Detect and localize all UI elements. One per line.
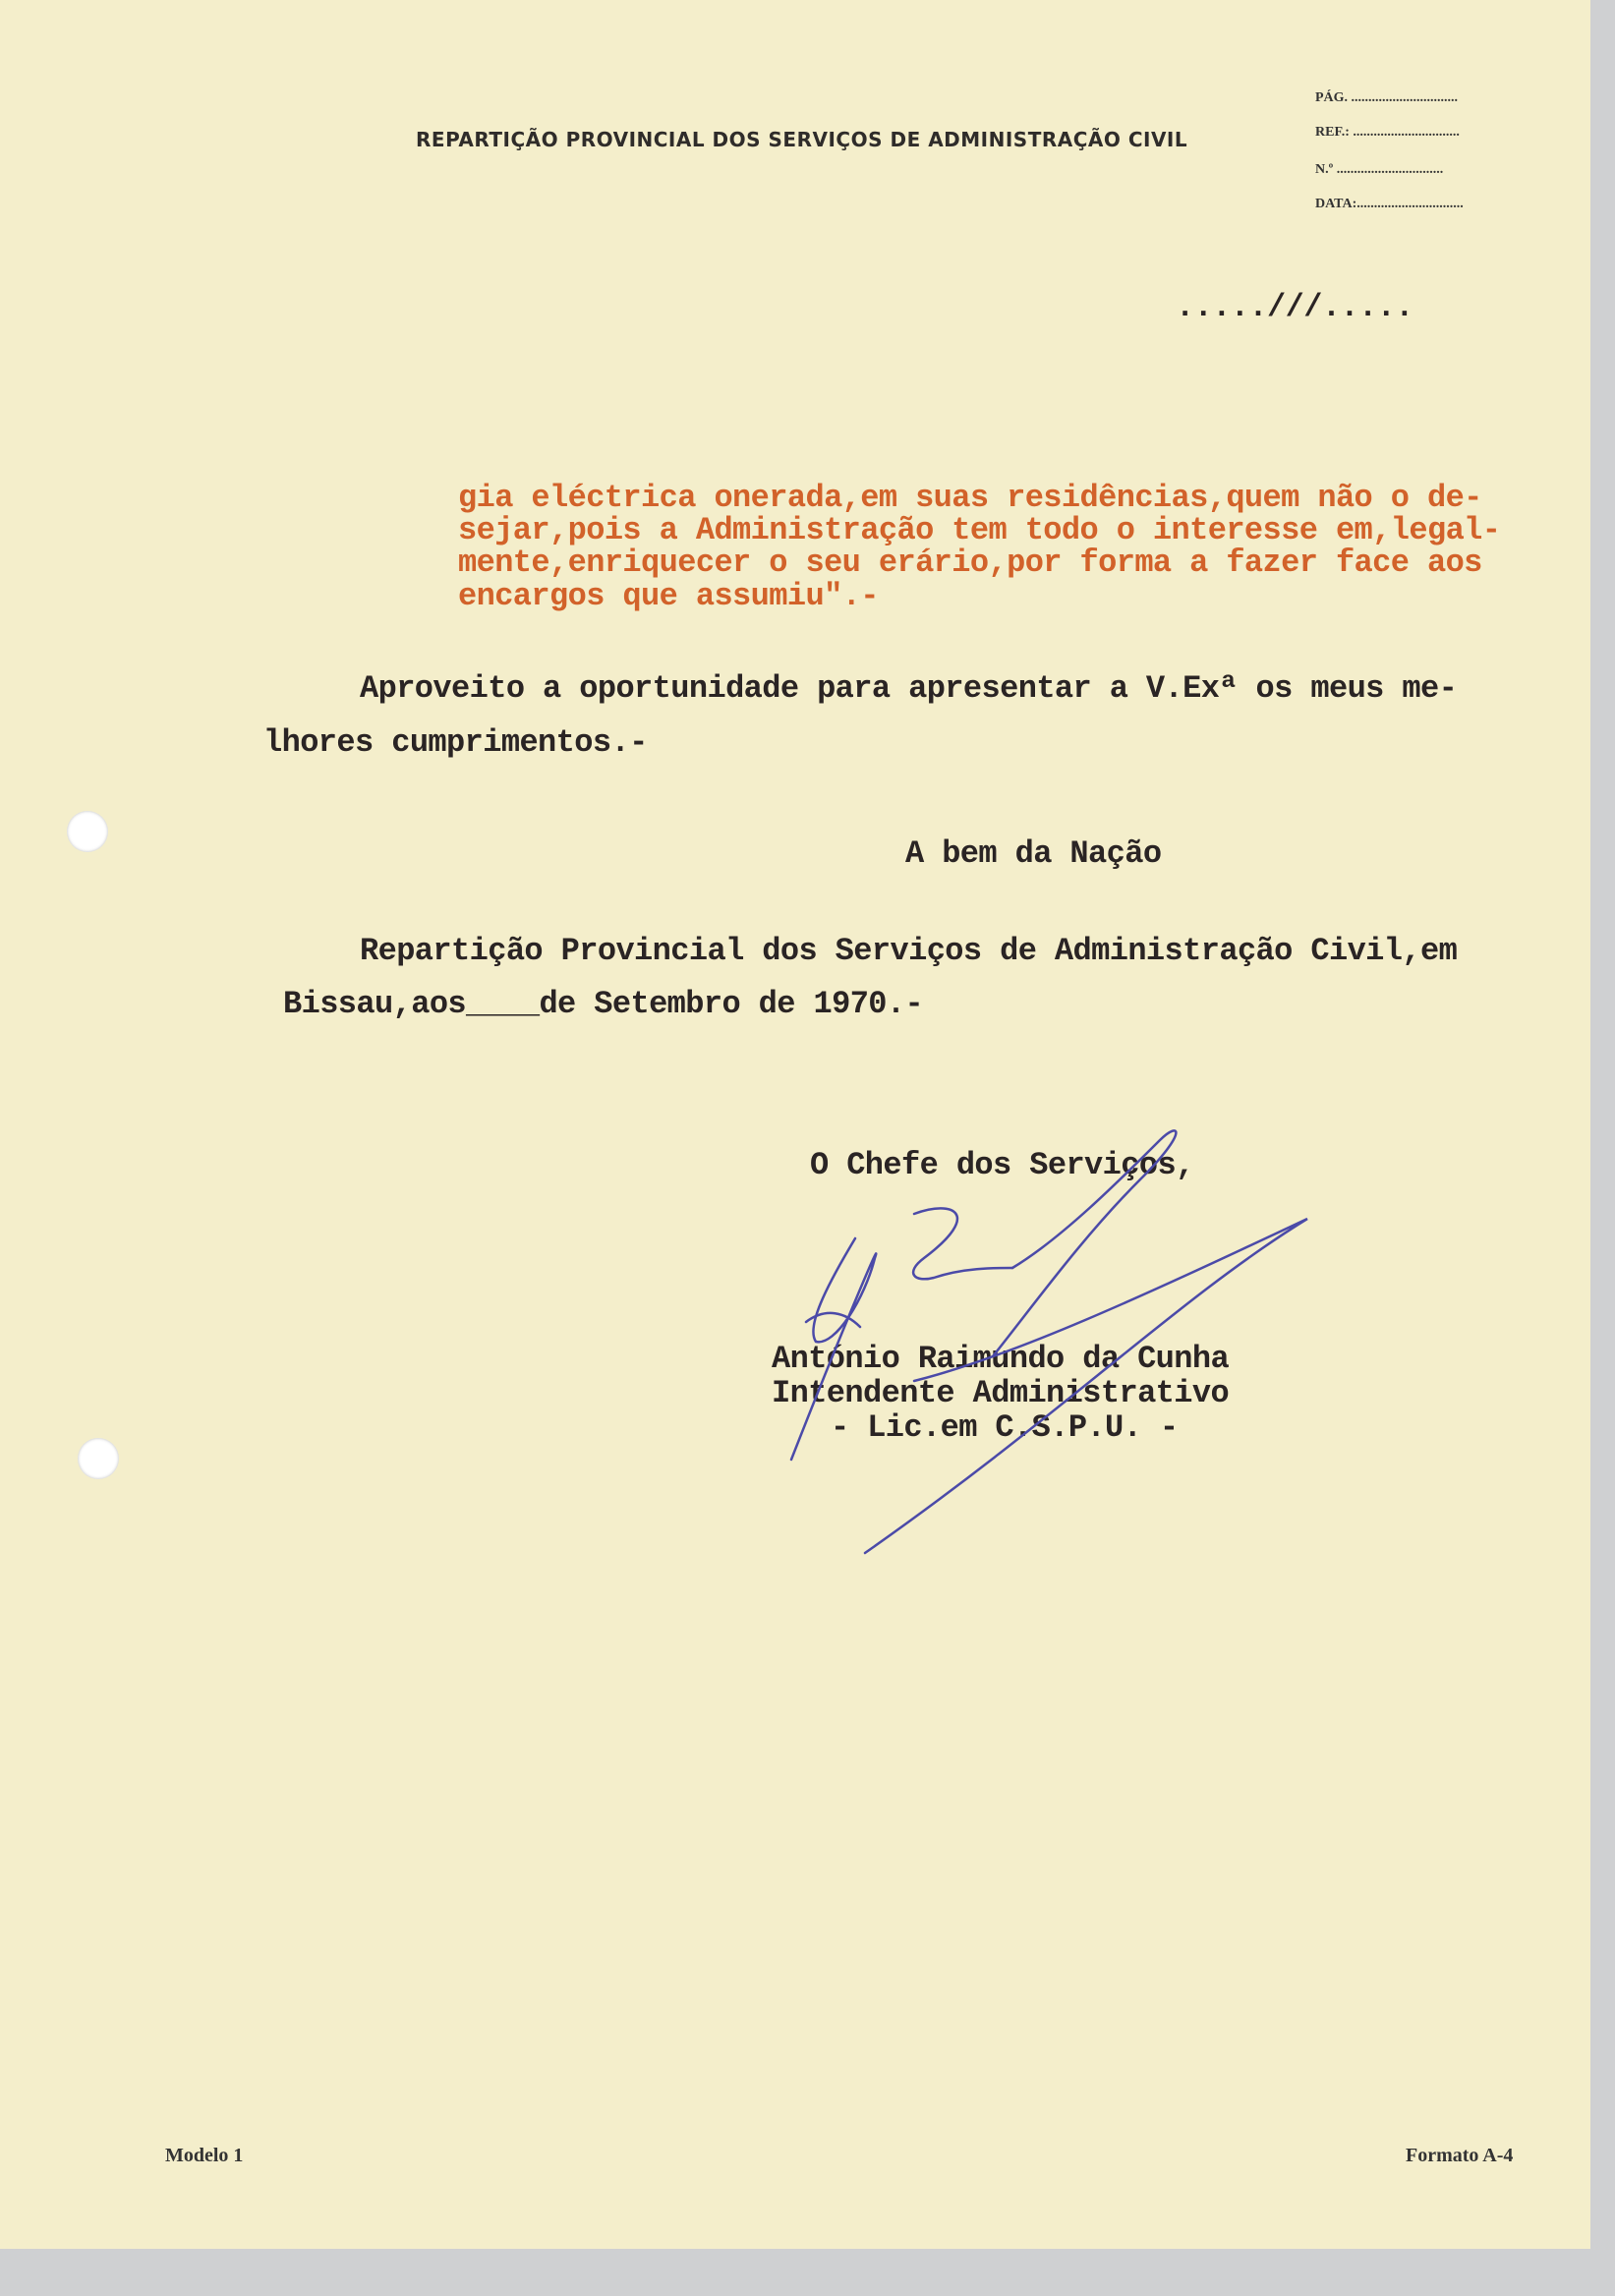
signature bbox=[767, 1120, 1317, 1592]
signatory-degree: - Lic.em C.S.P.U. - bbox=[831, 1409, 1179, 1446]
signoff: O Chefe dos Serviços, bbox=[810, 1147, 1194, 1183]
place-line: Repartição Provincial dos Serviços de Administração Civil,em bbox=[360, 933, 1458, 969]
punch-hole bbox=[78, 1438, 119, 1479]
field-date: DATA:............................... bbox=[1315, 197, 1464, 211]
office-heading: REPARTIÇÃO PROVINCIAL DOS SERVIÇOS DE ADMINISTRAÇÃO CIVIL bbox=[416, 128, 1188, 151]
field-number: N.º ............................... bbox=[1315, 162, 1444, 177]
place-date-line: Bissau,aos____de Setembro de 1970.- bbox=[283, 986, 924, 1022]
quote-line: mente,enriquecer o seu erário,por forma a fazer face aos bbox=[458, 545, 1482, 581]
quote-line: encargos que assumiu".- bbox=[458, 578, 879, 614]
closing-line: Aproveito a oportunidade para apresentar a V.Exª os meus me- bbox=[360, 670, 1458, 707]
punch-hole bbox=[67, 811, 108, 852]
quote-line: gia eléctrica onerada,em suas residências,quem não o de- bbox=[458, 480, 1482, 516]
footer-model: Modelo 1 bbox=[165, 2145, 244, 2166]
salutation: A bem da Nação bbox=[905, 835, 1162, 872]
field-page: PÁG. ............................... bbox=[1315, 90, 1459, 105]
footer-format: Formato A-4 bbox=[1406, 2145, 1514, 2166]
page-separator: .....///..... bbox=[1176, 289, 1413, 325]
signatory-title: Intendente Administrativo bbox=[772, 1375, 1230, 1411]
quote-line: sejar,pois a Administração tem todo o interesse em,legal- bbox=[458, 512, 1501, 548]
closing-line: lhores cumprimentos.- bbox=[263, 724, 648, 761]
signatory-name: António Raimundo da Cunha bbox=[772, 1341, 1230, 1377]
field-ref: REF.: ............................... bbox=[1315, 125, 1460, 140]
